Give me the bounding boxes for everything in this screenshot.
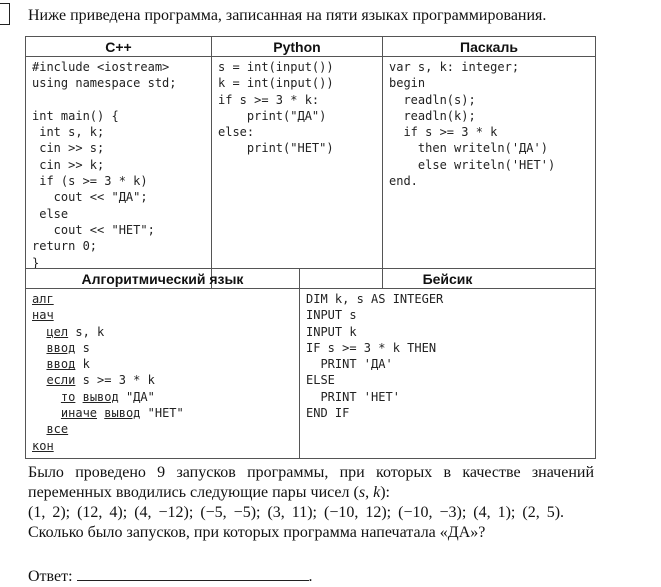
header-pascal: Паскаль xyxy=(383,37,596,57)
pascal-cell xyxy=(383,57,596,289)
header-basic: Бейсик xyxy=(300,269,596,289)
python-cell xyxy=(212,57,383,289)
basic-cell xyxy=(300,289,596,459)
pascal-code: var s, k: integer; begin readln(s); readln(k); if s >= 3 * k then writeln('ДА') else writeln('НЕТ') end. xyxy=(389,60,556,189)
intro-text: Ниже приведена программа, записанная на пяти языках программирования. xyxy=(28,7,547,24)
algo-cell xyxy=(26,289,300,459)
input-pairs: (1, 2); (12, 4); (4, −12); (−5, −5); (3, 11); (−10, 12); (−10, −3); (4, 1); (2, 5). xyxy=(28,504,565,521)
task-checkbox[interactable] xyxy=(0,3,10,25)
algo-code: алг нач цел s, k ввод s ввод k если s >= 3 * k то вывод "ДА" иначе вывод "НЕТ" все кон xyxy=(32,292,184,453)
answer-field[interactable] xyxy=(77,565,309,581)
code-table-bottom xyxy=(25,268,596,459)
code-table-top xyxy=(25,36,596,289)
cpp-cell xyxy=(26,57,212,289)
question-intro: Было проведено 9 запусков программы, при которых в качестве значений переменных вводились следующие пары чисел (s, k): xyxy=(28,464,594,501)
header-python: Python xyxy=(212,37,383,57)
basic-code: DIM k, s AS INTEGER INPUT s INPUT k IF s >= 3 * k THEN PRINT 'ДА' ELSE PRINT 'НЕТ' END IF xyxy=(306,292,444,421)
answer-row: Ответ: . xyxy=(28,565,313,586)
question-ask: Сколько было запусков, при которых программа напечатала «ДА»? xyxy=(28,524,486,541)
answer-label: Ответ: xyxy=(28,568,73,585)
header-cpp: C++ xyxy=(26,37,212,57)
header-algo: Алгоритмический язык xyxy=(26,269,300,289)
python-code: s = int(input()) k = int(input()) if s >= 3 * k: print("ДА") else: print("НЕТ") xyxy=(218,60,334,156)
question-text xyxy=(28,463,594,543)
cpp-code: #include <iostream> using namespace std; int main() { int s, k; cin >> s; cin >> k; if (s >= 3 * k) cout << "ДА"; else cout << "НЕТ"; return 0; } xyxy=(32,60,177,270)
